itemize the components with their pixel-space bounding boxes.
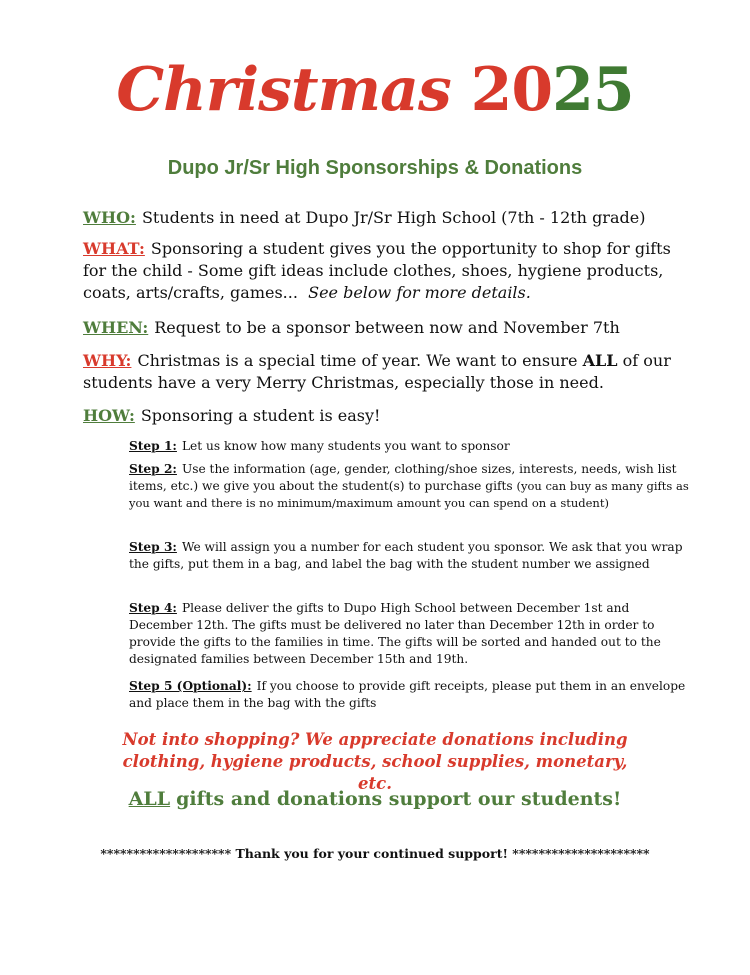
title-word: Christmas [116, 55, 451, 125]
what-section [83, 238, 683, 304]
step-text: Please deliver the gifts to Dupo High School between December 1st and December 12th. The gifts must be delivered no later than December 12th in order to provide the gifts to the families in time. The gifts will be sorted and handed out to the designated families between December 15th and 19th. [129, 601, 661, 666]
step-label: Step 4: [129, 601, 177, 615]
what-text: Sponsoring a student gives you the opportunity to shop for gifts for the child - Some gift ideas include clothes, shoes, hygiene products, coats, arts/crafts, games... [83, 239, 671, 302]
who-section [83, 207, 683, 229]
what-label: WHAT: [83, 239, 145, 258]
how-label: HOW: [83, 406, 135, 425]
step-1 [129, 438, 689, 455]
why-bold: ALL [582, 351, 618, 370]
flyer-title [0, 40, 750, 140]
why-label: WHY: [83, 351, 132, 370]
step-4 [129, 600, 689, 668]
donation-note [0, 729, 750, 795]
step-note: (you can buy as many gifts as you want and there is no minimum/maximum amount you can spend on a student) [129, 479, 689, 510]
who-label: WHO: [83, 208, 136, 227]
step-3 [129, 539, 689, 573]
step-text: We will assign you a number for each student you sponsor. We ask that you wrap the gifts, put them in a bag, and label the bag with the student number we assigned [129, 540, 683, 571]
year-part-5: 5 [592, 55, 634, 125]
all-gifts-underlined: ALL [128, 788, 171, 810]
all-gifts-rest: gifts and donations support our students! [176, 788, 622, 810]
step-text: Use the information (age, gender, clothing/shoe sizes, interests, needs, wish list items, etc.) we give you about the student(s) to purchase gifts [129, 462, 677, 493]
step-label: Step 3: [129, 540, 177, 554]
why-text-b: of our students have a very Merry Christmas, especially those in need. [83, 351, 671, 392]
who-text: Students in need at Dupo Jr/Sr High School (7th - 12th grade) [141, 208, 646, 227]
when-label: WHEN: [83, 318, 149, 337]
thank-you-line: ******************** Thank you for your continued support! ********************* [100, 846, 650, 861]
how-text: Sponsoring a student is easy! [140, 406, 381, 425]
step-text: Let us know how many students you want to sponsor [181, 439, 510, 453]
what-italic: See below for more details. [308, 283, 531, 302]
why-text-a: Christmas is a special time of year. We want to ensure [137, 351, 578, 370]
step-label: Step 1: [129, 439, 177, 453]
step-5 [129, 678, 689, 712]
all-gifts-line [0, 788, 750, 810]
subtitle: Dupo Jr/Sr High Sponsorships & Donations [167, 157, 583, 179]
step-label: Step 2: [129, 462, 177, 476]
donation-note-text: Not into shopping? We appreciate donations including clothing, hygiene products, school supplies, monetary, etc. [122, 730, 628, 793]
step-text: If you choose to provide gift receipts, please put them in an envelope and place them in the bag with the gifts [129, 679, 686, 710]
when-text: Request to be a sponsor between now and November 7th [154, 318, 620, 337]
year-part-20: 20 [470, 55, 553, 125]
step-2 [129, 461, 689, 512]
why-section [83, 350, 683, 394]
how-section [83, 405, 683, 427]
title-year [471, 55, 634, 125]
year-part-2: 2 [552, 55, 593, 125]
when-section [83, 317, 683, 339]
step-label: Step 5 (Optional): [129, 679, 252, 693]
